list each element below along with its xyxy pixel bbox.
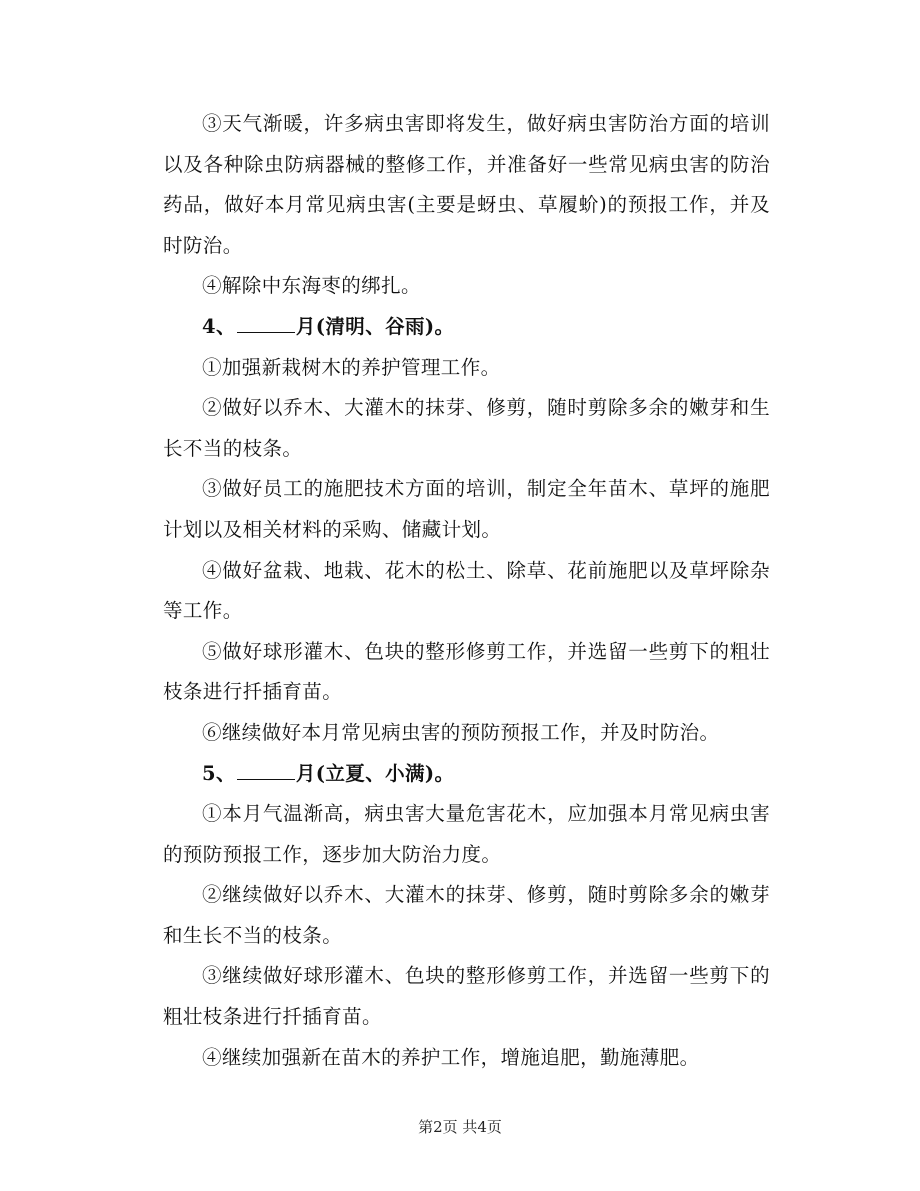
paragraph-item: ④做好盆栽、地栽、花木的松土、除草、花前施肥以及草坪除杂等工作。 (163, 558, 770, 623)
fill-in-blank (237, 312, 295, 333)
paragraph-item: ③做好员工的施肥技术方面的培训，制定全年苗木、草坪的施肥计划以及相关材料的采购、储藏计划。 (163, 477, 770, 541)
section-heading-may: 5、 月(立夏、小满)。 (163, 754, 770, 795)
fill-in-blank (237, 759, 295, 780)
paragraph-item: ①本月气温渐高，病虫害大量危害花木，应加强本月常见病虫害的预防预报工作，逐步加大防治力度。 (163, 802, 770, 866)
paragraph-item: ④解除中东海枣的绑扎。 (202, 274, 421, 298)
paragraph-item: ③继续做好球形灌木、色块的整形修剪工作，并选留一些剪下的粗壮枝条进行扦插育苗。 (163, 964, 770, 1029)
paragraph-item: ⑤做好球形灌木、色块的整形修剪工作，并选留一些剪下的粗壮枝条进行扦插育苗。 (163, 639, 770, 704)
paragraph-item: ①加强新栽树木的养护管理工作。 (202, 355, 501, 379)
paragraph-item: ⑥继续做好本月常见病虫害的预防预报工作，并及时防治。 (202, 720, 720, 744)
paragraph-item: ④继续加强新在苗木的养护工作，增施追肥，勤施薄肥。 (202, 1045, 700, 1069)
page-number-footer: 第2页 共4页 (418, 1118, 502, 1136)
paragraph-item: ②继续做好以乔木、大灌木的抹芽、修剪，随时剪除多余的嫩芽和生长不当的枝条。 (163, 883, 770, 947)
paragraph-item: ②做好以乔木、大灌木的抹芽、修剪，随时剪除多余的嫩芽和生长不当的枝条。 (163, 396, 770, 460)
section-heading-april: 4、 月(清明、谷雨)。 (163, 307, 770, 348)
paragraph-item: ③天气渐暖，许多病虫害即将发生，做好病虫害防治方面的培训以及各种除虫防病器械的整修工作，并准备好一些常见病虫害的防治药品，做好本月常见病虫害(主要是蚜虫、草履蚧)的预报工作，并及时防治。 (163, 112, 770, 257)
document-body (163, 104, 770, 1078)
